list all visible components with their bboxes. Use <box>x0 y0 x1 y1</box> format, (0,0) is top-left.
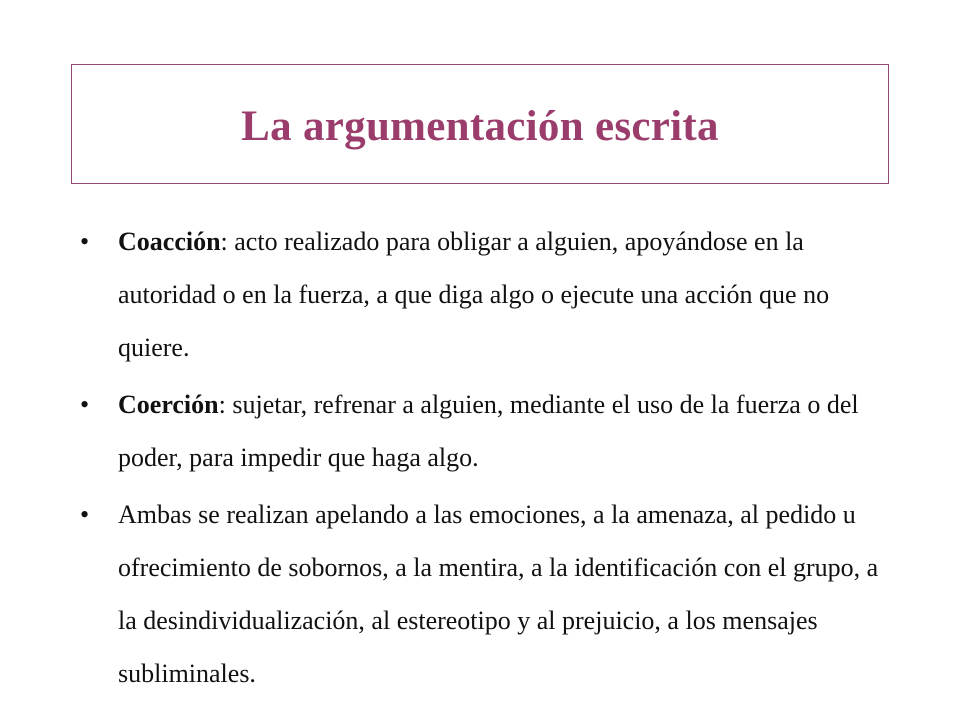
bullet-item-coercion <box>80 378 890 484</box>
bullet-marker: • <box>80 227 90 256</box>
bullet-marker: • <box>80 500 90 529</box>
bullet-text: : sujetar, refrenar a alguien, mediante el uso de la fuerza o del poder, para impedir que haga algo. <box>118 390 859 472</box>
bullet-marker: • <box>80 390 90 419</box>
title-box <box>71 64 889 184</box>
bullet-list <box>80 215 890 704</box>
bullet-term: Coacción <box>118 227 221 256</box>
bullet-term: Coerción <box>118 390 219 419</box>
bullet-item-ambas <box>80 488 890 700</box>
bullet-item-coaccion <box>80 215 890 374</box>
bullet-text: : acto realizado para obligar a alguien, apoyándose en la autoridad o en la fuerza, a que diga algo o ejecute una acción que no quiere. <box>118 227 830 362</box>
slide-title: La argumentación escrita <box>241 102 719 150</box>
bullet-text: Ambas se realizan apelando a las emociones, a la amenaza, al pedido u ofrecimiento de sobornos, a la mentira, a la identificación con el grupo, a la desindividualización, al estereotipo y al prejuicio, a los mensajes subliminales. <box>118 500 879 688</box>
